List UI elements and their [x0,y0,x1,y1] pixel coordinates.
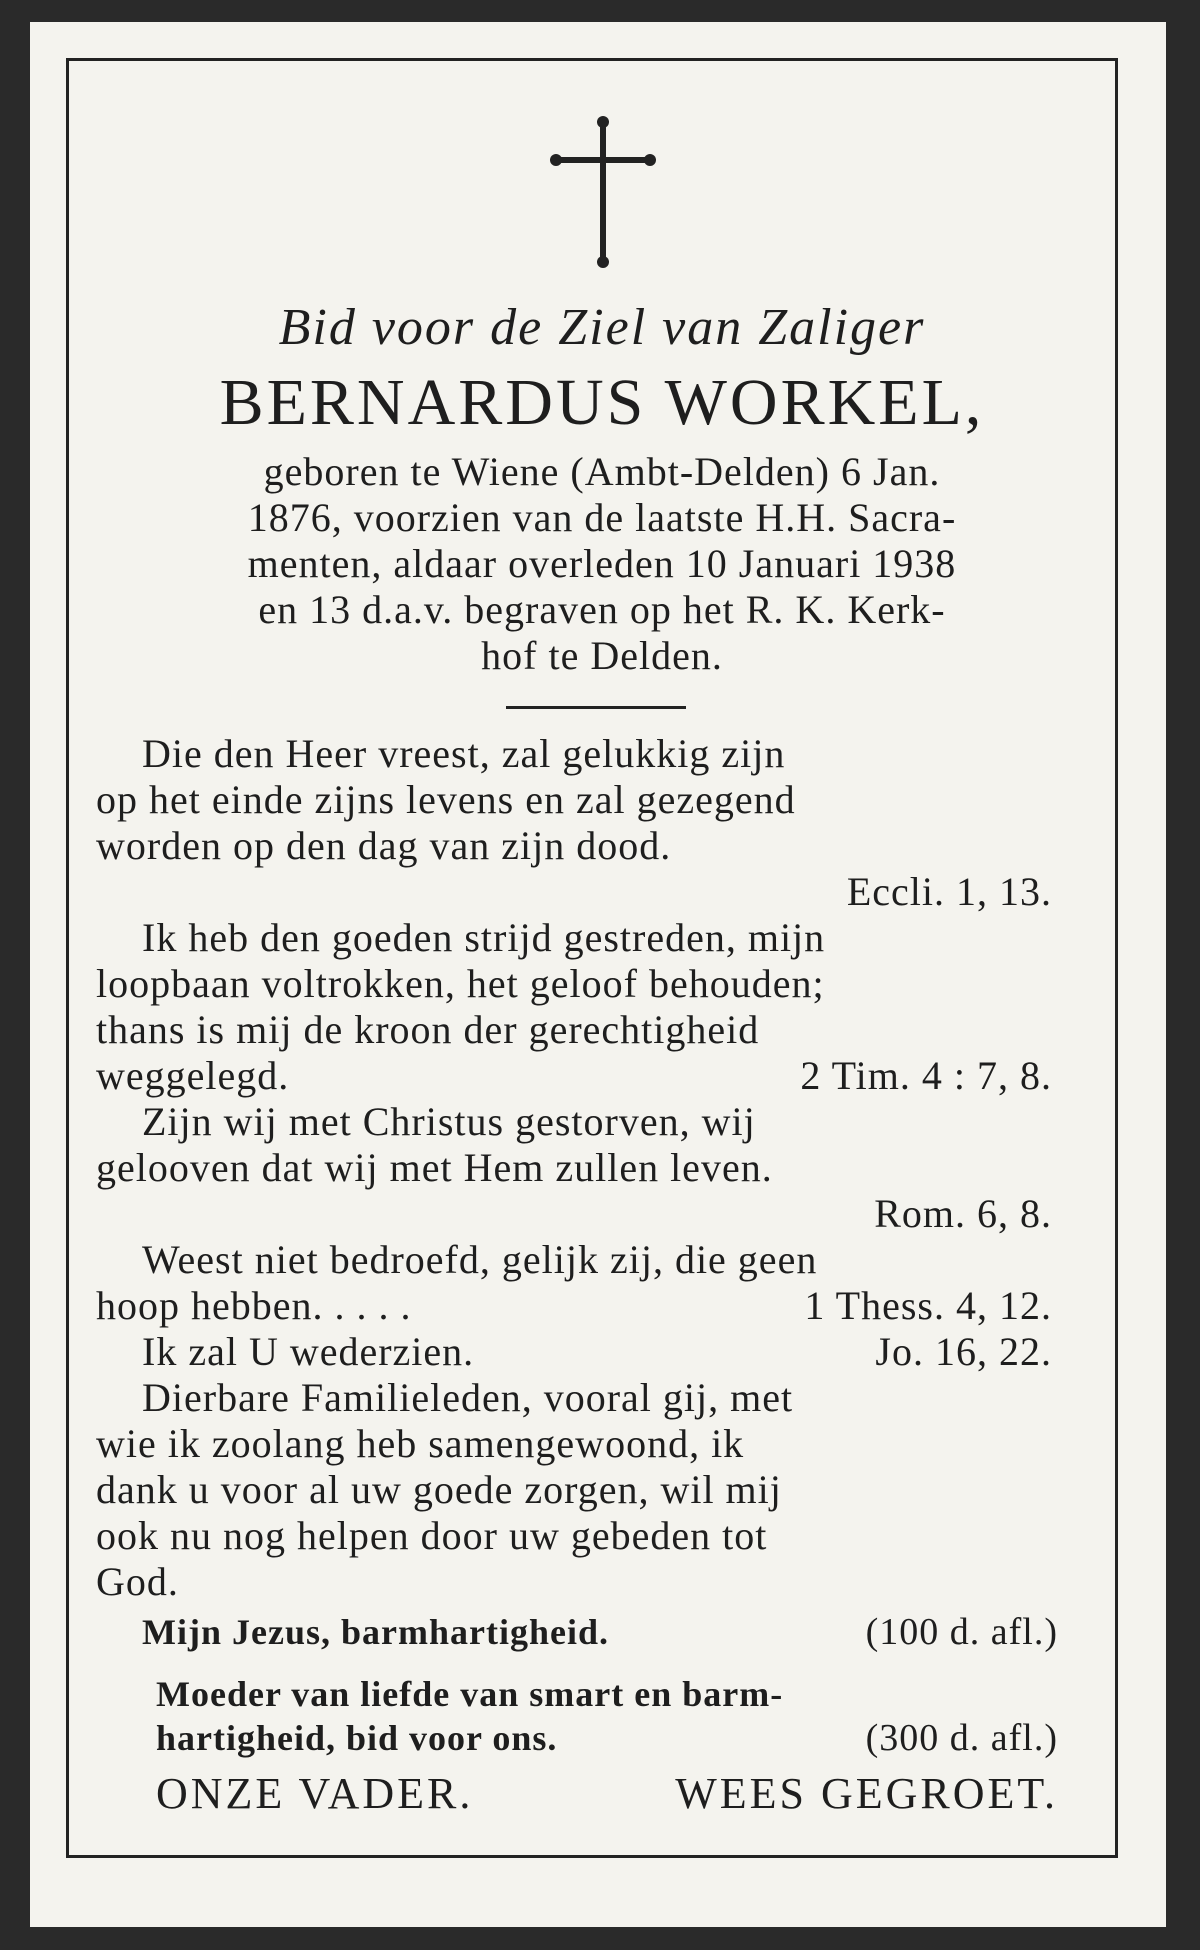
deceased-name: BERNARDUS WORKEL, [219,366,985,439]
bio-line: geboren te Wiene (Ambt-Delden) 6 Jan. [263,450,941,494]
bio-line: hof te Delden. [481,634,723,678]
bio-line: menten, aldaar overleden 10 Januari 1938 [247,542,957,586]
verse-line: loopbaan voltrokken, het geloof behouden; [96,962,825,1006]
verse-line: op het einde zijns levens en zal gezegend [96,778,796,822]
indulgence-days: (300 d. afl.) [865,1717,1058,1759]
verse-line: weggelegd. [96,1054,290,1098]
prayer-heading: Bid voor de Ziel van Zaliger [278,299,926,356]
divider-rule [506,706,686,709]
bio-line: en 13 d.a.v. begraven op het R. K. Kerk- [258,588,946,632]
verse-line-with-reference [96,1330,1108,1374]
verse-line: Ik heb den goeden strijd gestreden, mijn [142,916,826,960]
verse-line: God. [96,1560,179,1604]
verse-line: wie ik zoolang heb samengewoond, ik [96,1422,745,1466]
verse-line: Dierbare Familieleden, vooral gij, met [142,1376,794,1420]
indulgence-days: (100 d. afl.) [865,1611,1058,1653]
verse-line: Ik zal U wederzien. [142,1330,475,1374]
verse-line: worden op den dag van zijn dood. [96,824,672,868]
prayer-text: Moeder van liefde van smart en barm- [156,1674,784,1714]
indulgence-prayer [96,1610,1108,1654]
bio-line: 1876, voorzien van de laatste H.H. Sacra- [247,496,957,540]
verse-reference: Jo. 16, 22. [875,1330,1052,1374]
prayer-text: hartigheid, bid voor ons. [156,1718,558,1758]
verse-line: Zijn wij met Christus gestorven, wij [142,1100,756,1144]
verse-line: hoop hebben. . . . . [96,1284,412,1328]
verse-line: Weest niet bedroefd, gelijk zij, die geen [142,1238,818,1282]
closing-prayers [96,1772,1108,1816]
closing-prayer-hail-mary: WEES GEGROET. [675,1772,1058,1816]
verse-line: Die den Heer vreest, zal gelukkig zijn [142,732,786,776]
verse-reference: Eccli. 1, 13. [846,870,1052,914]
verse-reference: 1 Thess. 4, 12. [804,1284,1052,1328]
verse-line: ook nu nog helpen door uw gebeden tot [96,1514,768,1558]
cross-icon [548,112,658,272]
prayer-text: Mijn Jezus, barmhartigheid. [142,1612,609,1652]
verse-line: dank u voor al uw goede zorgen, wil mij [96,1468,782,1512]
indulgence-prayer [96,1716,1108,1760]
verse-reference: Rom. 6, 8. [874,1192,1052,1236]
verse-line-with-reference [96,1054,1108,1098]
closing-prayer-our-father: ONZE VADER. [156,1772,474,1816]
verse-line: gelooven dat wij met Hem zullen leven. [96,1146,773,1190]
verse-line-with-reference [96,1284,1108,1328]
verse-line: thans is mij de kroon der gerechtigheid [96,1008,760,1052]
verse-reference: 2 Tim. 4 : 7, 8. [800,1054,1052,1098]
